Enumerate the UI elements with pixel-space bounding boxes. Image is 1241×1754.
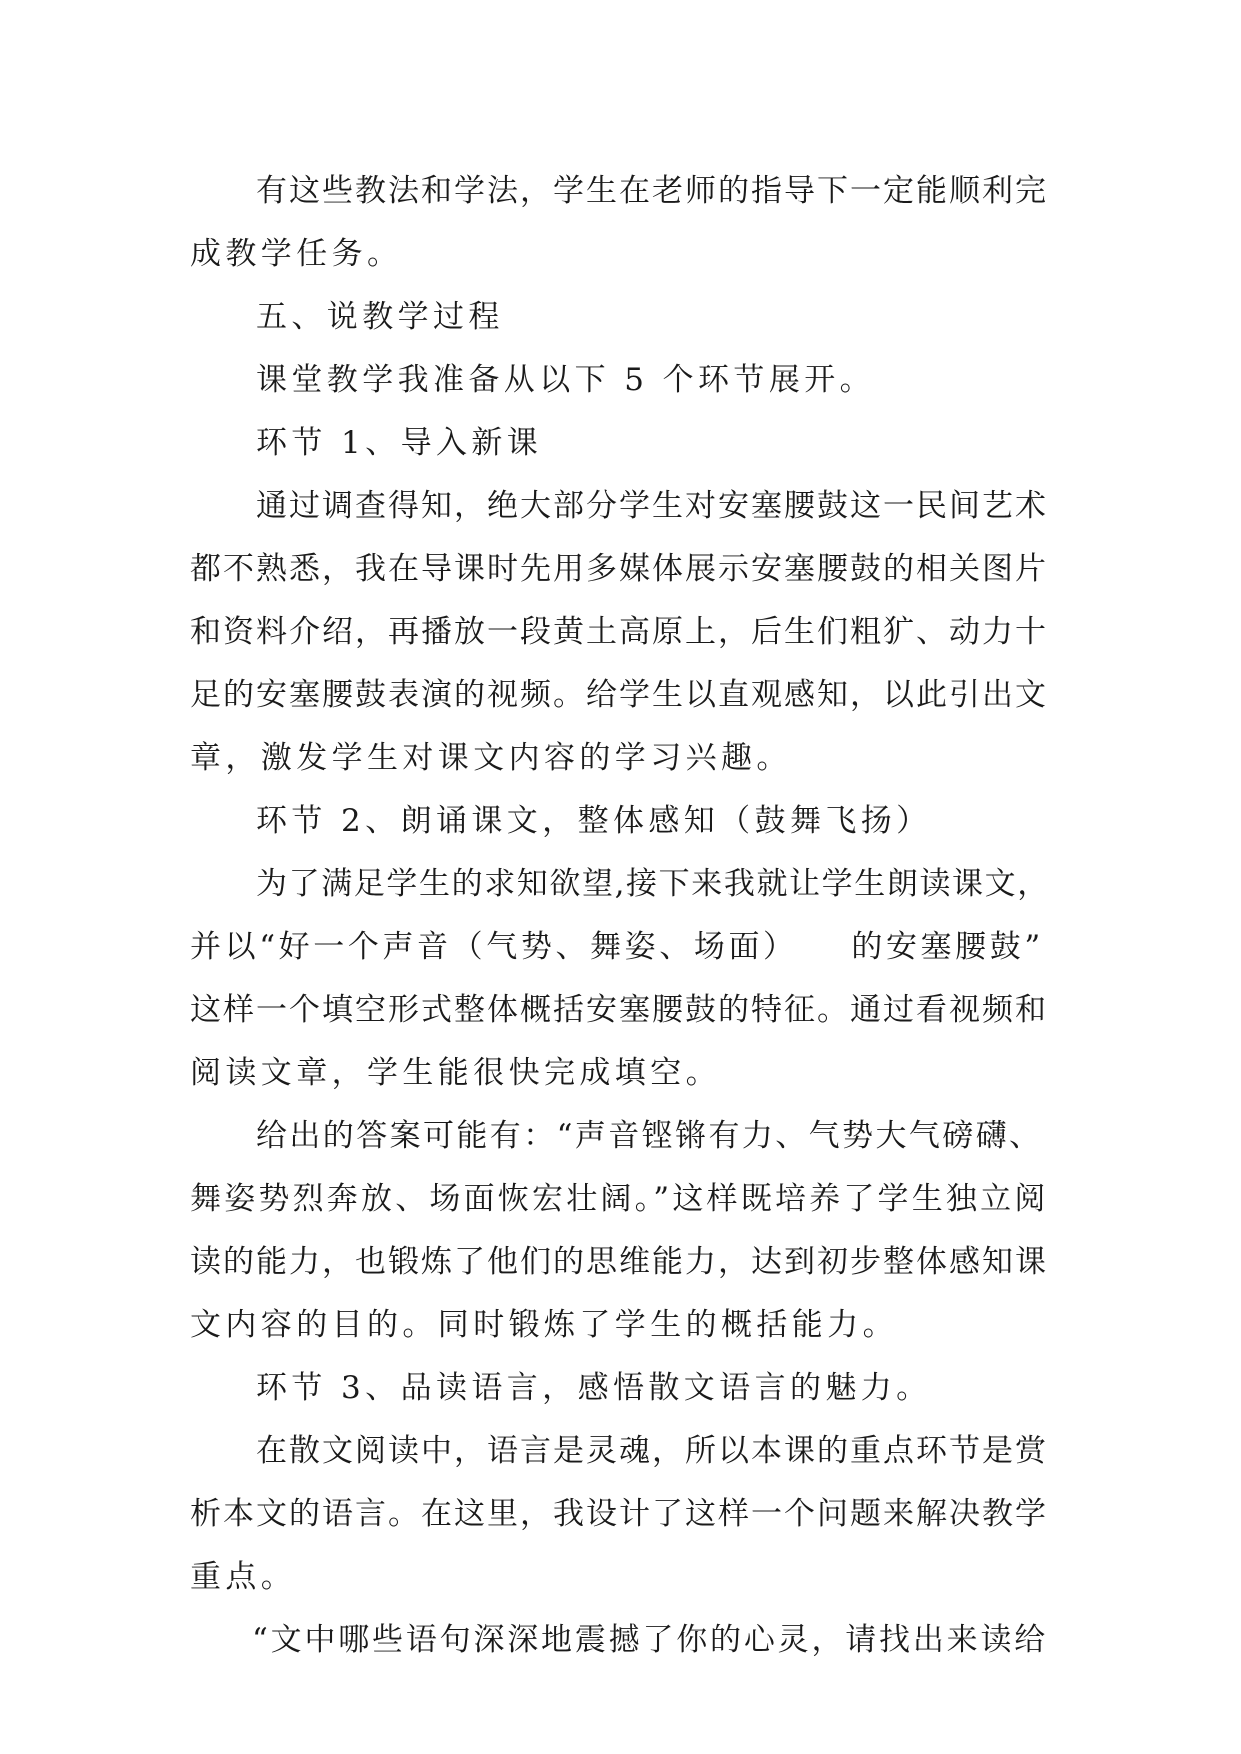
- paragraph-line: 读的能力，也锻炼了他们的思维能力，达到初步整体感知课: [190, 1244, 1048, 1280]
- step-heading: 环节 1、导入新课: [256, 425, 543, 461]
- paragraph-line: 成教学任务。: [190, 236, 403, 272]
- paragraph-line: 章，激发学生对课文内容的学习兴趣。: [190, 740, 792, 776]
- paragraph-line: 有这些教法和学法，学生在老师的指导下一定能顺利完: [256, 173, 1048, 209]
- paragraph-line: 阅读文章，学生能很快完成填空。: [190, 1055, 721, 1091]
- paragraph-line: 并以“好一个声音（气势、舞姿、场面） 的安塞腰鼓”: [190, 929, 1044, 965]
- step-heading: 环节 3、品读语言，感悟散文语言的魅力。: [256, 1370, 932, 1406]
- paragraph-line: 通过调查得知，绝大部分学生对安塞腰鼓这一民间艺术: [256, 488, 1048, 524]
- paragraph-line: 舞姿势烈奔放、场面恢宏壮阔。”这样既培养了学生独立阅: [190, 1181, 1049, 1217]
- paragraph-line: 都不熟悉，我在导课时先用多媒体展示安塞腰鼓的相关图片: [190, 551, 1048, 587]
- section-heading: 五、说教学过程: [256, 299, 504, 335]
- step-heading: 环节 2、朗诵课文，整体感知（鼓舞飞扬）: [256, 803, 932, 839]
- paragraph-line: 课堂教学我准备从以下 5 个环节展开。: [256, 362, 876, 398]
- paragraph-line: 析本文的语言。在这里，我设计了这样一个问题来解决教学: [190, 1496, 1048, 1532]
- document-body: [190, 160, 1050, 1672]
- paragraph-line: 和资料介绍，再播放一段黄土高原上，后生们粗犷、动力十: [190, 614, 1048, 650]
- paragraph-line: “文中哪些语句深深地震撼了你的心灵，请找出来读给: [252, 1622, 1049, 1658]
- paragraph-line: 文内容的目的。同时锻炼了学生的概括能力。: [190, 1307, 898, 1343]
- paragraph-line: 足的安塞腰鼓表演的视频。给学生以直观感知，以此引出文: [190, 677, 1048, 713]
- paragraph-line: 为了满足学生的求知欲望,接下来我就让学生朗读课文，: [256, 866, 1050, 902]
- paragraph-line: 这样一个填空形式整体概括安塞腰鼓的特征。通过看视频和: [190, 992, 1048, 1028]
- paragraph-line: 重点。: [190, 1559, 297, 1595]
- paragraph-line: 在散文阅读中，语言是灵魂，所以本课的重点环节是赏: [256, 1433, 1048, 1469]
- paragraph-line: 给出的答案可能有：“声音铿锵有力、气势大气磅礴、: [256, 1118, 1043, 1154]
